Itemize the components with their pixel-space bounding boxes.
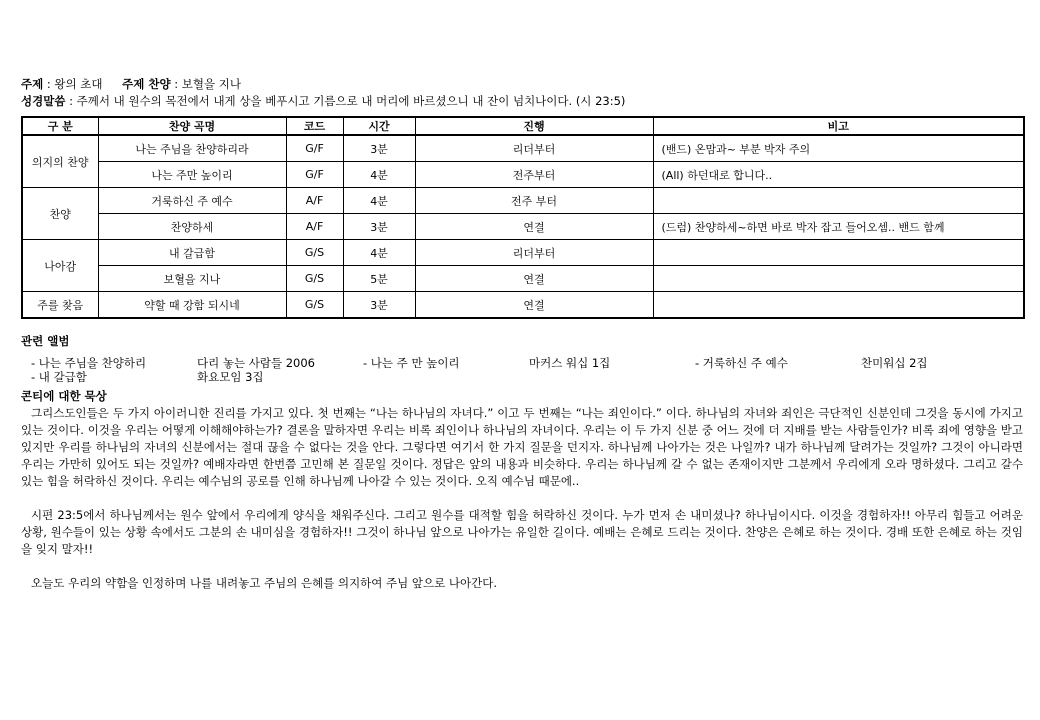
table-row	[22, 240, 1024, 266]
theme-value: 왕의 초대	[54, 77, 103, 91]
album-song: - 나는 주님을 찬양하리	[31, 356, 147, 370]
time-cell: 5분	[343, 266, 415, 292]
scripture-value: 주께서 내 원수의 목전에서 내게 상을 베푸시고 기름으로 내 머리에 바르셨으니 내 잔이 넘치나이다. (시 23:5)	[76, 94, 626, 108]
progress-cell: 연결	[415, 266, 653, 292]
header-code: 코드	[286, 117, 343, 135]
note-cell: (All) 하던대로 합니다..	[653, 162, 1024, 188]
note-cell: (드럼) 찬양하세~하면 바로 박자 잡고 들어오셈.. 밴드 함께	[653, 214, 1024, 240]
album-song: - 내 갈급함	[31, 370, 87, 384]
song-cell: 내 갈급함	[98, 240, 286, 266]
scripture-label: 성경말씀	[21, 94, 66, 108]
time-cell: 4분	[343, 240, 415, 266]
table-header-row	[22, 117, 1024, 135]
table-row	[22, 135, 1024, 162]
document-page	[21, 76, 1023, 592]
progress-cell: 전주부터	[415, 162, 653, 188]
albums-title: 관련 앨범	[21, 334, 70, 348]
song-cell: 거룩하신 주 예수	[98, 188, 286, 214]
header-category: 구 분	[22, 117, 98, 135]
code-cell: G/S	[286, 266, 343, 292]
album-name: 화요모임 3집	[197, 370, 264, 384]
album-name: 마커스 워십 1집	[529, 356, 611, 370]
table-row	[22, 214, 1024, 240]
meditation-title: 콘티에 대한 묵상	[21, 389, 107, 403]
time-cell: 3분	[343, 214, 415, 240]
theme-line: 주제 : 왕의 초대 주제 찬양 : 보혈을 지나	[21, 77, 241, 91]
code-cell: G/F	[286, 162, 343, 188]
table-row	[22, 292, 1024, 319]
time-cell: 3분	[343, 292, 415, 319]
time-cell: 3분	[343, 135, 415, 162]
note-cell: (밴드) 온맘과~ 부분 박자 주의	[653, 135, 1024, 162]
theme-song-label: 주제 찬양	[122, 77, 171, 91]
note-cell	[653, 266, 1024, 292]
header-time: 시간	[343, 117, 415, 135]
progress-cell: 연결	[415, 214, 653, 240]
table-row	[22, 162, 1024, 188]
meditation-paragraph: 그리스도인들은 두 가지 아이러니한 진리를 가지고 있다. 첫 번째는 “나는 하나님의 자녀다.” 이고 두 번째는 “나는 죄인이다.” 이다. 하나님의 자녀와 죄인은 극단적인 신분인데 그것을 동시에 가지고 있는 것이다. 이것을 우리는 어떻게 이해해야하는가? 결론을 말하자면 우리는 비록 죄인이나 하나님의 자녀이다. 우리는 이 두 가지 신분 중 어느 것에 더 지배를 받는 사람들인가? 비록 죄에 영향을 받고 있지만 우리를 하나님의 자녀의 신분에서는 절대 끊을 수 없다는 것을 안다. 그렇다면 여기서 한 가지 질문을 던지자. 하나님께 나아가는 것은 나일까? 내가 하나님께 달려가는 것일까? 그것이 아니라면 우리는 가만히 있어도 되는 것일까? 예배자라면 한번쯤 고민해 본 질문일 것이다. 정답은 앞의 내용과 비슷하다. 우리는 하나님께 갈 수 없는 존재이지만 그분께서 우리에게 오라 명하셨다. 그리고 갈수 있는 힘을 허락하신 것이다. 우리는 예수님의 공로를 인해 하나님께 나아갈 수 있는 것이다. 오직 예수님 때문에..	[21, 406, 1023, 488]
note-cell	[653, 240, 1024, 266]
code-cell: G/F	[286, 135, 343, 162]
category-cell: 나아감	[22, 240, 98, 292]
code-cell: G/S	[286, 240, 343, 266]
song-cell: 보혈을 지나	[98, 266, 286, 292]
note-cell	[653, 188, 1024, 214]
meditation-paragraph: 시편 23:5에서 하나님께서는 원수 앞에서 우리에게 양식을 채워주신다. 그리고 원수를 대적할 힘을 허락하신 것이다. 누가 먼저 손 내미셨나? 하나님이시다. 이것을 경험하자!! 아무리 힘들고 어려운 상황, 원수들이 있는 상황 속에서도 그분의 손 내미심을 경험하자!! 그것이 하나님 앞으로 나아가는 유일한 길이다. 예배는 은혜로 드리는 것이다. 찬양은 은혜로 하는 것이다. 경배 또한 은혜로 하는 것임을 잊지 말자!!	[21, 508, 1023, 556]
header-progress: 진행	[415, 117, 653, 135]
code-cell: A/F	[286, 188, 343, 214]
progress-cell: 리더부터	[415, 135, 653, 162]
theme-label: 주제	[21, 77, 44, 91]
time-cell: 4분	[343, 162, 415, 188]
time-cell: 4분	[343, 188, 415, 214]
table-row	[22, 266, 1024, 292]
song-cell: 찬양하세	[98, 214, 286, 240]
album-song: - 나는 주 만 높이리	[363, 356, 460, 370]
progress-cell: 리더부터	[415, 240, 653, 266]
code-cell: G/S	[286, 292, 343, 319]
progress-cell: 전주 부터	[415, 188, 653, 214]
song-cell: 나는 주만 높이리	[98, 162, 286, 188]
theme-song-value: 보혈을 지나	[181, 77, 241, 91]
category-cell: 주를 찾음	[22, 292, 98, 319]
progress-cell: 연결	[415, 292, 653, 319]
category-cell: 의지의 찬양	[22, 135, 98, 188]
table-row	[22, 188, 1024, 214]
song-cell: 약할 때 강함 되시네	[98, 292, 286, 319]
album-name: 찬미워십 2집	[861, 356, 928, 370]
albums-row-1	[31, 356, 1023, 370]
header-song: 찬양 곡명	[98, 117, 286, 135]
song-cell: 나는 주님을 찬양하리라	[98, 135, 286, 162]
song-table	[21, 116, 1025, 319]
album-song: - 거룩하신 주 예수	[695, 356, 788, 370]
albums-list	[21, 356, 1023, 384]
meditation-paragraph: 오늘도 우리의 약함을 인정하며 나를 내려놓고 주님의 은혜를 의지하여 주님 앞으로 나아간다.	[31, 576, 498, 590]
header-note: 비고	[653, 117, 1024, 135]
albums-row-2	[31, 370, 1023, 384]
note-cell	[653, 292, 1024, 319]
album-name: 다리 놓는 사람들 2006	[197, 356, 315, 370]
category-cell: 찬양	[22, 188, 98, 240]
code-cell: A/F	[286, 214, 343, 240]
scripture-line: 성경말씀 : 주께서 내 원수의 목전에서 내게 상을 베푸시고 기름으로 내 머리에 바르셨으니 내 잔이 넘치나이다. (시 23:5)	[21, 94, 626, 108]
